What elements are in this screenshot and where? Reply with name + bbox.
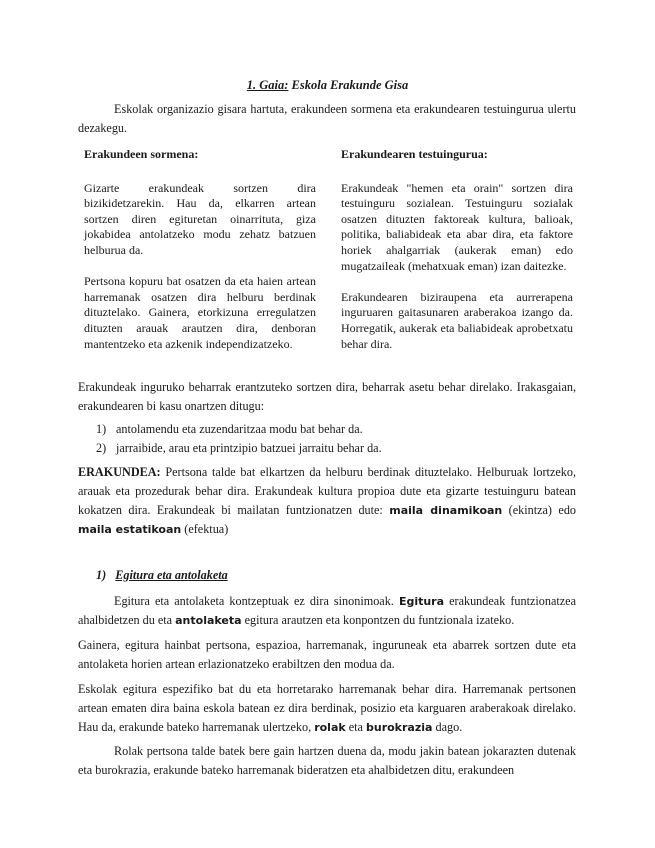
eskolak-text-c: eta — [345, 720, 366, 734]
eskolak-text-a: Eskolak egitura espezifiko bat du eta horretarako harremanak behar dira. Harremanak pertsonen artean ematen dira baina eskola batean ez dira berdinak, posizio eta karguaren araberakoak direlako. Hau da, erakunde bateko harremanak ulertzeko, — [78, 682, 576, 734]
list-item-text: jarraibide, arau eta printzipio batzuei jarraitu behar da. — [116, 441, 382, 455]
erakundea-text-3: (efektua) — [181, 522, 229, 536]
rolak-paragraph: Rolak pertsona talde batek bere gain hartzen duena da, modu jakin batean jokarazten dutenak eta burokrazia, erakunde bateko harremanak bideratzen eta ahalbidetzen ditu, erakundeen — [78, 744, 576, 777]
burokrazia-bold: burokrazia — [366, 721, 433, 734]
left-column-para-1: Gizarte erakundeak sortzen dira bizikidetzarekin. Hau da, elkarren artean sortzen diren egituretan oinarrituta, giza jokabidea antolatzeko modu zehatz batzuen helburua da. — [84, 180, 316, 257]
erakundea-label: ERAKUNDEA: — [78, 465, 161, 479]
list-item-text: antolamendu eta zuzendaritzaa modu bat behar da. — [116, 422, 363, 436]
antolaketa-bold: antolaketa — [175, 614, 242, 627]
egitura-paragraph — [78, 592, 576, 630]
right-column-heading: Erakundearen testuingurua: — [341, 147, 488, 161]
gainera-paragraph: Gainera, egitura hainbat pertsona, espazioa, harremanak, ingurunеak eta abarrek sortzen dute eta antolaketa horien artean erlazionatzeko erabiltzen den modua da. — [78, 638, 576, 671]
left-column-heading: Erakundeen sormena: — [84, 147, 199, 161]
section-title: Egitura eta antolaketa — [115, 568, 228, 582]
left-column — [84, 147, 316, 368]
section-heading — [96, 568, 228, 583]
eskolak-text-e: dago. — [432, 720, 463, 734]
section-number: 1) — [96, 568, 107, 582]
maila-dinamikoan: maila dinamikoan — [389, 504, 503, 517]
right-column-para-2: Erakundearen biziraupena eta aurrerapena inguruaren gaitasunaren araberakoa izango da. Horregatik, aukerak eta baliabideak aprobetxatu behar dira. — [341, 289, 573, 351]
title-prefix: 1. Gaia: — [246, 78, 289, 92]
page-title — [0, 78, 655, 93]
rolak-bold: rolak — [314, 721, 346, 734]
intro-paragraph: Eskolak organizazio gisara hartuta, erakundeen sormena eta erakundearen testuingurua ulertu dezakegu. — [78, 102, 576, 135]
egitura-bold: Egitura — [398, 595, 445, 608]
list-item — [96, 439, 576, 458]
eskolak-paragraph — [78, 680, 576, 737]
cases-list — [96, 420, 576, 458]
right-column-para-1: Erakundeak "hemen eta orain" sortzen dira testuinguru sozialean. Testuinguru sozialak osatzen dituzten faktoreak kultura, balioak, politika, baliabideak eta abar dira, eta faktore horiek ahalgarriak (aukerak eman) edo mugatzaileak (mehatxuak eman) izan daitezke. — [341, 180, 573, 273]
erakundea-paragraph — [78, 463, 576, 539]
egitura-text-e: egitura arautzen eta konpontzen du funtzionala izateko. — [241, 613, 515, 627]
title-rest: Eskola Erakunde Gisa — [288, 78, 409, 92]
egitura-text-c: erakundeak funtzionatzea ahalbidetzen du eta — [78, 594, 576, 627]
needs-paragraph: Erakundeak inguruko beharrak erantzuteko sortzen dira, beharrak asetu behar direlako. Irakasgaian, erakundearen bi kasu onartzen ditugu: — [78, 380, 576, 413]
egitura-text-a: Egitura eta antolaketa kontzeptuak ez dira sinonimoak. — [114, 594, 399, 608]
left-column-para-2: Pertsona kopuru bat osatzen da eta haien artean harremanak osatzen dira helburu berdinak dituztelako. Gainera, etorkizuna erregulatzen dituzten arauak arautzen dira, denboran mantentzeko eta azkenik independizatzeko. — [84, 274, 316, 351]
maila-estatikoan: maila estatikoan — [78, 523, 182, 536]
list-item — [96, 420, 576, 439]
right-column — [341, 147, 573, 368]
list-item-number: 2) — [96, 441, 107, 455]
erakundea-text-2: (ekintza) edo — [502, 503, 577, 517]
erakundea-text-1: Pertsona talde bat elkartzen da helburu berdinak dituztelako. Helburuak lortzeko, arauak eta prozedurak behar dira. Erakundeak kultura propioa dute eta gizarte testuinguru batean kokatzen dira. Erakundeak bi mailatan funtzionatzen dute: — [78, 465, 576, 517]
list-item-number: 1) — [96, 422, 107, 436]
